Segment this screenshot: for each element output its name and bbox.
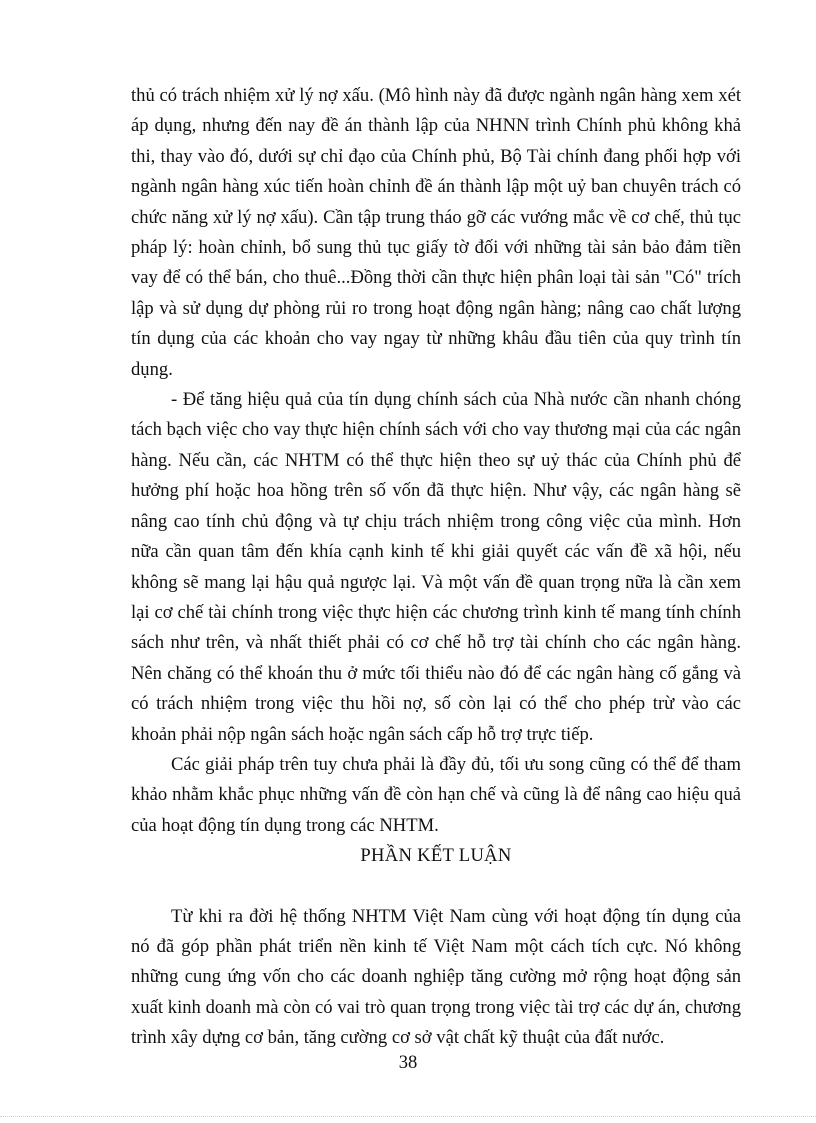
page-bottom-divider (0, 1116, 816, 1117)
paragraph-solutions-summary: Các giải pháp trên tuy chưa phải là đầy đủ, tối ưu song cũng có thể để tham khảo nhằm khắc phục những vấn đề còn hạn chế và cũng là để nâng cao hiệu quả của hoạt động tín dụng trong các NHTM. (131, 753, 741, 836)
paragraph-conclusion: Từ khi ra đời hệ thống NHTM Việt Nam cùng với hoạt động tín dụng của nó đã góp phần phát triển nền kinh tế Việt Nam một cách tích cực. Nó không những cung ứng vốn cho các doanh nghiệp tăng cường mở rộng hoạt động sản xuất kinh doanh mà còn có vai trò quan trọng trong việc tài trợ các dự án, chương trình xây dựng cơ bản, tăng cường cơ sở vật chất kỹ thuật của đất nước. (131, 905, 741, 1049)
paragraph-policy-credit: - Để tăng hiệu quả của tín dụng chính sách của Nhà nước cần nhanh chóng tách bạch việc cho vay thực hiện chính sách với cho vay thương mại của các ngân hàng. Nếu cần, các NHTM có thể thực hiện theo sự uỷ thác của Chính phủ để hưởng phí hoặc hoa hồng trên số vốn đã thực hiện. Như vậy, các ngân hàng sẽ nâng cao tính chủ động và tự chịu trách nhiệm trong công việc của mình. Hơn nữa cần quan tâm đến khía cạnh kinh tế khi giải quyết các vấn đề xã hội, nếu không sẽ mang lại hậu quả ngược lại. Và một vấn đề quan trọng nữa là cần xem lại cơ chế tài chính trong việc thực hiện các chương trình kinh tế mang tính chính sách như trên, và nhất thiết phải có cơ chế hỗ trợ tài chính cho các ngân hàng. Nên chăng có thể khoán thu ở mức tối thiểu nào đó để các ngân hàng cố gắng và có trách nhiệm trong việc thu hồi nợ, số còn lại có thể cho phép trừ vào các khoản phải nộp ngân sách hoặc ngân sách cấp hỗ trợ trực tiếp. (131, 389, 741, 745)
page-number: 38 (398, 1052, 418, 1073)
paragraph-continuation: thủ có trách nhiệm xử lý nợ xấu. (Mô hình này đã được ngành ngân hàng xem xét áp dụng, nhưng đến nay đề án thành lập của NHNN trình Chính phủ không khả thi, thay vào đó, dưới sự chỉ đạo của Chính phủ, Bộ Tài chính đang phối hợp với ngành ngân hàng xúc tiến hoàn chỉnh đề án thành lập một uỷ ban chuyên trách có chức năng xử lý nợ xấu). Cần tập trung tháo gỡ các vướng mắc về cơ chế, thủ tục pháp lý: hoàn chỉnh, bổ sung thủ tục giấy tờ đối với những tài sản bảo đảm tiền vay để có thể bán, cho thuê...Đồng thời cần thực hiện phân loại tài sản "Có" trích lập và sử dụng dự phòng rủi ro trong hoạt động ngân hàng; nâng cao chất lượng tín dụng của các khoản cho vay ngay từ những khâu đầu tiên của quy trình tín dụng. (131, 85, 741, 380)
page-body (131, 81, 741, 1054)
section-heading: PHẦN KẾT LUẬN (360, 845, 512, 867)
